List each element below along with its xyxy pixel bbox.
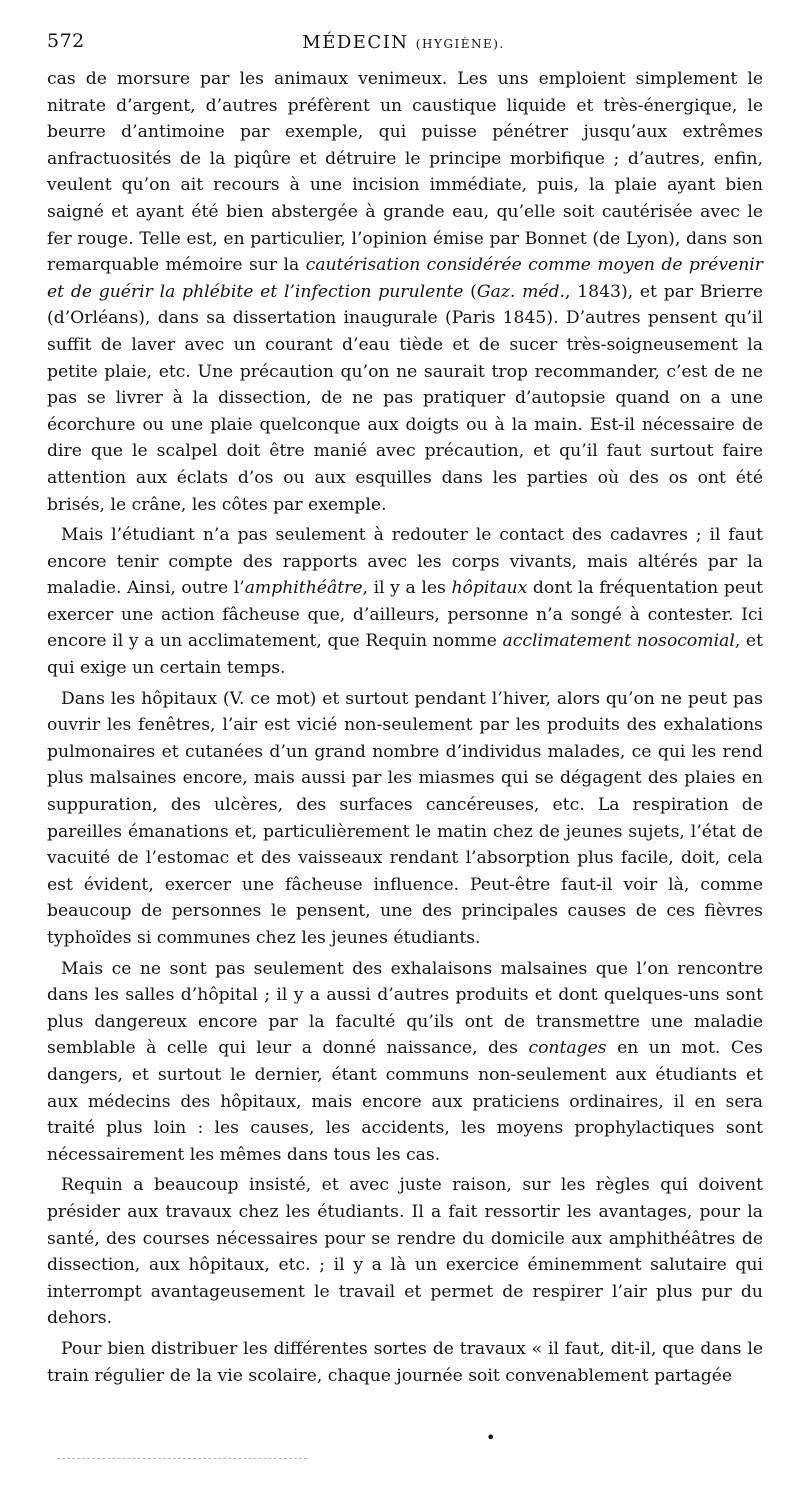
text-run: dont la fréquentation peut exercer une action fâcheuse que, d’ailleurs, personne n’a songé à contester. Ici encore il y a un acclimatement, que Requin nomme: [47, 578, 763, 652]
footer-rule: [57, 1458, 307, 1459]
text-run: , et qui exige un certain temps.: [47, 631, 763, 679]
paragraph: [47, 686, 763, 952]
italic-text: cautérisation considérée comme moyen de prévenir et de guérir la phlébite et l’infection purulente: [47, 255, 763, 302]
italic-text: hôpitaux: [451, 578, 528, 599]
italic-text: acclimatement nosocomial: [502, 631, 735, 652]
text-run: Mais l’étudiant n’a pas seulement à redouter le contact des cadavres ; il faut encore tenir compte des rapports avec les corps vivants, mais altérés par la maladie. Ainsi, outre l’: [47, 525, 763, 599]
paragraph: [47, 1336, 763, 1389]
italic-text: amphithéâtre: [244, 578, 363, 599]
running-head-subtitle: (HYGIÈNE).: [415, 37, 505, 51]
paragraph: [47, 956, 763, 1169]
text-run: en un mot. Ces dangers, et surtout le dernier, étant communs non-seulement aux étudiants et aux médecins des hôpitaux, mais encore aux praticiens ordinaires, il en sera traité plus loin : les causes, les accidents, les moyens prophylactiques sont nécessairement les mêmes dans tous les cas.: [47, 1038, 763, 1165]
text-run: , il y a les: [362, 578, 452, 599]
page-header: [47, 30, 760, 60]
paragraph: [47, 522, 763, 682]
paragraph: [47, 1172, 763, 1332]
italic-text: contages: [528, 1038, 607, 1059]
body-text: [47, 66, 763, 1393]
running-head: [47, 32, 760, 53]
text-run: Dans les hôpitaux (V. ce mot) et surtout pendant l’hiver, alors qu’on ne peut pas ouvrir les fenêtres, l’air est vicié non-seulement par les produits des exhalations pulmonaires et cutanées d’un grand nombre d’individus malades, ce qui les rend plus malsaines encore, mais aussi par les miasmes qui se dégagent des plaies en suppuration, des ulcères, des surfaces cancéreuses, etc. La respiration de pareilles émanations et, particulièrement le matin chez de jeunes sujets, l’état de vacuité de l’estomac et des vaisseaux rendant l’absorption plus facile, doit, cela est évident, exercer une fâcheuse influence. Peut-être faut-il voir là, comme beaucoup de personnes le pensent, une des principales causes de ces fièvres typhoïdes si communes chez les jeunes étudiants.: [47, 688, 763, 948]
footer-mark: •: [486, 1428, 496, 1447]
italic-text: Gaz. méd.: [476, 281, 566, 302]
text-run: Pour bien distribuer les différentes sortes de travaux « il faut, dit-il, que dans le train régulier de la vie scolaire, chaque journée soit convenablement partagée: [47, 1338, 763, 1386]
text-run: cas de morsure par les animaux venimeux. Les uns emploient simplement le nitrate d’argent, d’autres préfèrent un caustique liquide et très-énergique, le beurre d’antimoine par exemple, qui puisse pénétrer jusqu’aux extrêmes anfractuosités de la piqûre et détruire le principe morbifique ; d’autres, enfin, veulent qu’on ait recours à une incision immédiate, puis, la plaie ayant bien saigné et ayant été bien abstergée à grande eau, qu’elle soit cautérisée avec le fer rouge. Telle est, en particulier, l’opinion émise par Bonnet (de Lyon), dans son remarquable mémoire sur la: [47, 69, 763, 276]
text-run: Requin a beaucoup insisté, et avec juste raison, sur les règles qui doivent présider aux travaux chez les étudiants. Il a fait ressortir les avantages, pour la santé, des courses nécessaires pour se rendre du domicile aux amphithéâtres de dissection, aux hôpitaux, etc. ; il y a là un exercice éminemment salutaire qui interrompt avantageusement le travail et permet de respirer l’air plus pur du dehors.: [47, 1175, 763, 1329]
text-run: (: [463, 281, 477, 302]
paragraph: [47, 66, 763, 518]
page-number: 572: [47, 30, 85, 52]
text-run: Mais ce ne sont pas seulement des exhalaisons malsaines que l’on rencontre dans les salles d’hôpital ; il y a aussi d’autres produits et dont quelques-uns sont plus dangereux encore par la faculté qu’ils ont de transmettre une maladie semblable à celle qui leur a donné naissance, des: [47, 958, 763, 1059]
text-run: , 1843), et par Brierre (d’Orléans), dans sa dissertation inaugurale (Paris 1845). D’autres pensent qu’il suffit de laver avec un courant d’eau tiède et de sucer très-soigneusement la petite plaie, etc. Une précaution qu’on ne saurait trop recommander, c’est de ne pas se livrer à la dissection, de ne pas pratiquer d’autopsie quand on a une écorchure ou une plaie quelconque aux doigts ou à la main. Est-il nécessaire de dire que le scalpel doit être manié avec précaution, et qu’il faut surtout faire attention aux éclats d’os ou aux esquilles dans les parties où des os ont été brisés, le crâne, les côtes par exemple.: [47, 281, 764, 515]
running-head-title: MÉDECIN: [302, 32, 409, 53]
